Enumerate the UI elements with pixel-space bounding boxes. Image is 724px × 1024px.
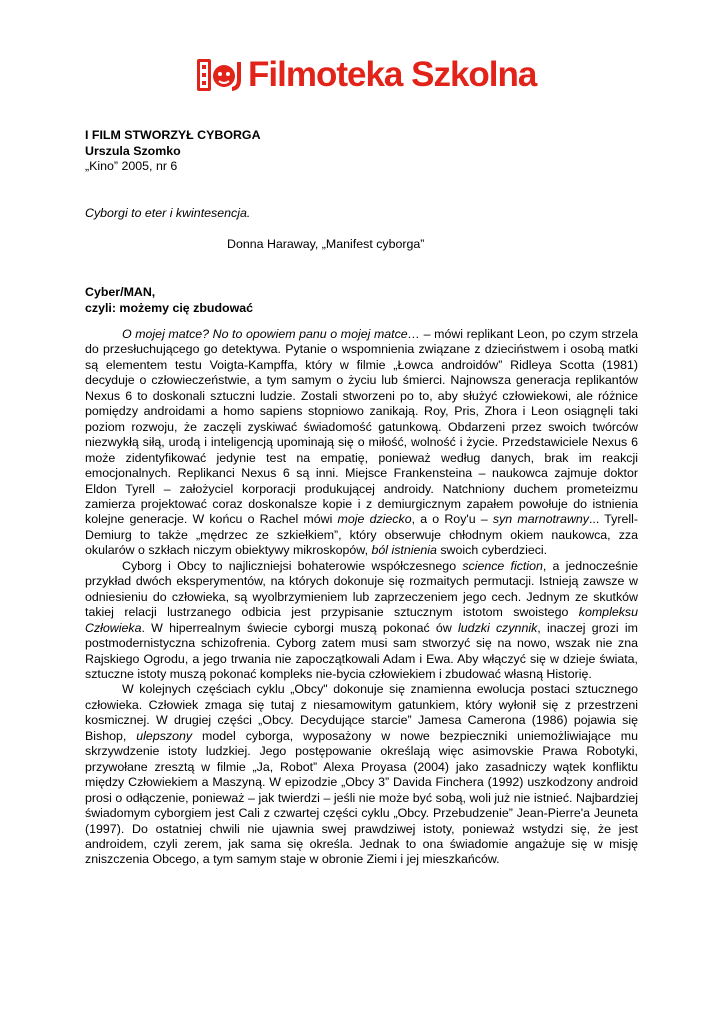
p2-segment: Cyborg i Obcy to najliczniejsi bohaterowie współczesnego	[122, 558, 463, 573]
p2-segment: ludzki czynnik	[458, 620, 538, 635]
paragraph-2	[85, 559, 638, 683]
paragraph-1	[85, 327, 638, 559]
p2-segment: , inaczej grozi im postmodernistyczna schizofrenia. Cyborg zatem musi sam stworzyć się na nowo, wszak nie zna Rajskiego Ogrodu, a jego trwania nie zapoczątkowali Adam i Ewa. Aby włączyć się w dzieje świata, sztuczne istoty muszą pokonać kompleks nie-bycia człowiekiem i zbudować własną Historię.	[85, 620, 638, 681]
p3-segment: ulepszony	[136, 728, 193, 743]
p2-segment: . W hiperrealnym świecie cyborgi muszą pokonać ów	[141, 620, 459, 635]
p1-segment: syn marnotrawny	[492, 512, 589, 527]
logo-mark-icon	[196, 56, 248, 94]
p2-segment: science fiction	[462, 558, 543, 573]
section-title-line1: Cyber/MAN,	[85, 285, 156, 299]
epigraph-author: Donna Haraway, „Manifest cyborga”	[227, 237, 425, 251]
p3-segment: W kolejnych częściach cyklu „Obcy" dokonuje się znamienna ewolucja postaci sztucznego człowieka. Człowiek zmaga się tutaj z niesamowitym gatunkiem, który wyłonił się z przestrzeni kosmicznej. W drugiej części „Obcy. Decydujące starcie” Jamesa Camerona (1986) pojawia się Bishop,	[85, 682, 638, 743]
article-body	[85, 327, 638, 868]
p1-segment: – mówi replikant Leon, po czym strzela do przesłuchującego go detektywa. Pytanie o wspomnienia związane z dzieciństwem i osobą matki są elementem testu Voigta-Kampffa, który w filmie „Łowca androidów” Ridleya Scotta (1981) decyduje o człowieczeństwie, a tym samym o życiu lub śmierci. Najnowsza generacja replikantów Nexus 6 to doskonali sztuczni ludzie. Zostali stworzeni po to, aby służyć człowiekowi, ale różnice pomiędzy androidami a homo sapiens stopniowo zanikają. Roy, Pris, Zhora i Leon osiągnęli taki poziom rozwoju, że zaczęli zyskiwać świadomość gatunkową. Obdarzeni przez swoich twórców niezwykłą siłą, urodą i inteligencją upominają się o miłość, wolność i życie. Przedstawiciele Nexus 6 może zidentyfikować jedynie test na empatię, ponieważ według danych, brak im reakcji emocjonalnych. Replikanci Nexus 6 są inni. Miejsce Frankensteina – naukowca zajmuje doktor Eldon Tyrell – założyciel korporacji produkującej androidy. Natchniony duchem prometeizmu zamierza projektować coraz doskonalsze kopie i z demiurgicznym zapałem powołuje do istnienia kolejne generacje. W końcu o Rachel mówi	[85, 327, 638, 527]
p1-segment: moje dziecko	[337, 512, 412, 527]
article-title: I FILM STWORZYŁ CYBORGA	[85, 128, 261, 142]
article-author: Urszula Szomko	[85, 143, 181, 158]
p1-segment: swoich cyberdzieci.	[436, 543, 548, 558]
filmoteka-logo	[196, 50, 536, 100]
p3-segment: model cyborga, wyposażony w nowe bezpieczniki uniemożliwiające mu skrzywdzenie istoty ludzkiej. Jego postępowanie określają więc asimovskie Prawa Robotyki, przywołane zresztą w filmie „Ja, Robot” Alexa Proyasa (2004) jako zasadniczy wątek konfliktu między Człowiekiem a Maszyną. W epizodzie „Obcy 3” Davida Finchera (1992) uszkodzony android prosi o odłączenie, ponieważ – jak twierdzi – jeśli nie może być sobą, woli już nie istnieć. Najbardziej świadomym cyborgiem jest Cali z czwartej części cyklu „Obcy. Przebudzenie” Jean-Pierre'a Jeuneta (1997). Do ostatniej chwili nie ujawnia swej prawdziwej istoty, ponieważ wstydzi się, że jest androidem, czyli zerem, jak sama się określa. Jednak to ona świadomie angażuje się w misję zniszczenia Obcego, a tym samym staje w obronie Ziemi i jej mieszkańców.	[85, 728, 638, 867]
p1-segment: , a o Roy'u –	[411, 512, 493, 527]
article-source: „Kino” 2005, nr 6	[85, 159, 178, 174]
p1-segment: ... Tyrell-Demiurg to także „mędrzec ze szkiełkiem”, który obserwuje chłodnym okiem naukowca, zza okularów o szkłach niczym obiektywy mikroskopów,	[85, 512, 638, 558]
section-title-line2: czyli: możemy cię zbudować	[85, 300, 254, 315]
epigraph-quote: Cyborgi to eter i kwintesencja.	[85, 206, 251, 220]
article-header	[85, 128, 261, 175]
paragraph-3	[85, 682, 638, 867]
p1-segment: ból istnienia	[371, 543, 437, 558]
logo-text: Filmoteka Szkolna	[248, 55, 537, 94]
p2-segment: , a jednocześnie przykład dwóch eksperymentów, na których dokonuje się rozmaitych permutacji. Istnieją zawsze w odniesieniu do człowieka, są wyolbrzymieniem lub zaprzeczeniem jego cech. Jednym ze skutków takiej relacji lustrzanego odbicia jest przypisanie sztucznym istotom swoistego	[85, 558, 638, 620]
p2-segment: kompleksu Człowieka	[85, 605, 638, 635]
section-heading	[85, 285, 253, 316]
p1-segment: O mojej matce? No to opowiem panu o mojej matce…	[122, 327, 421, 341]
